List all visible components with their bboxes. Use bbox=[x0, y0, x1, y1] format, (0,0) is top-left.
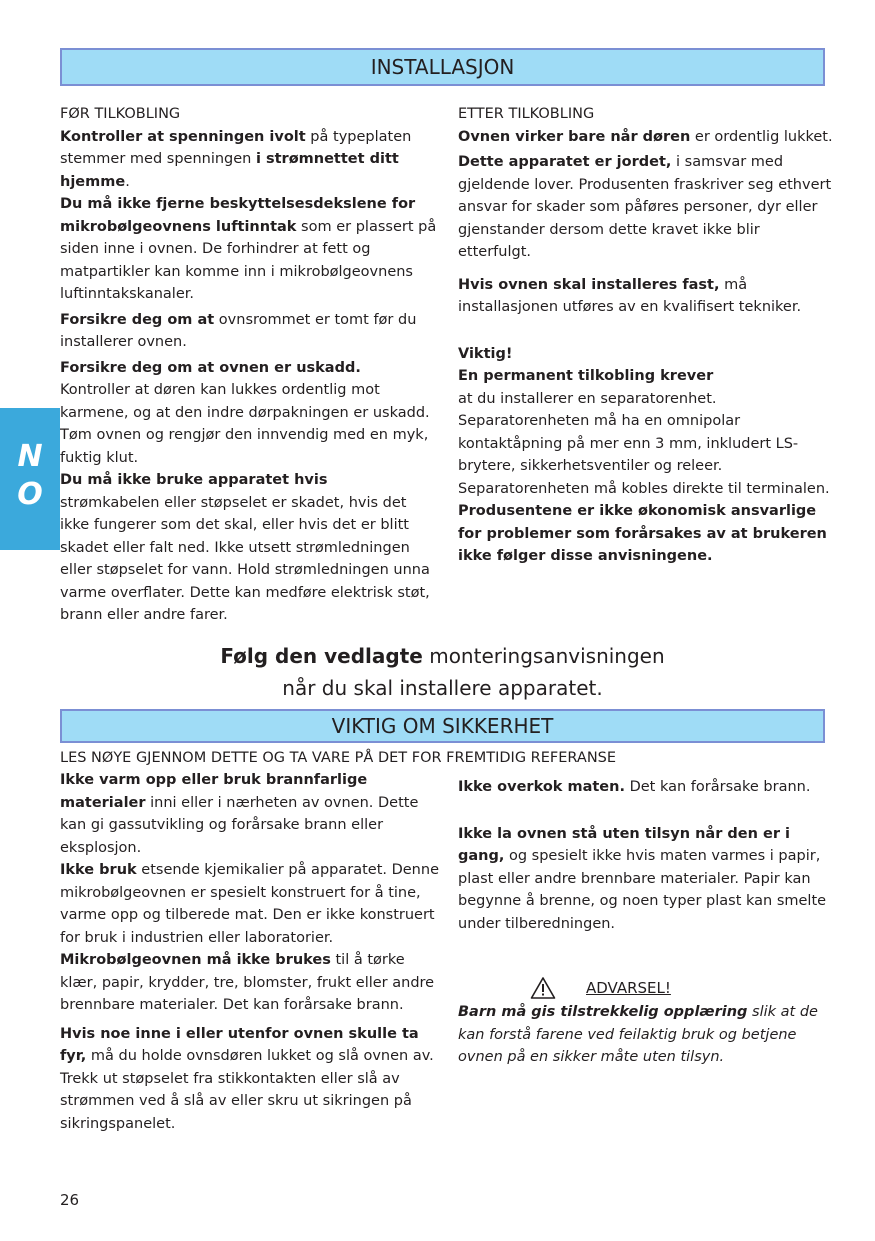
language-tab-letter-1: N bbox=[17, 439, 43, 474]
paragraph-unattended-bold: Ikke la ovnen stå uten tilsyn når den er i gang, bbox=[458, 825, 790, 864]
paragraph-voltage bbox=[60, 126, 440, 194]
language-tab-letter-2: O bbox=[17, 477, 43, 512]
paragraph-undamaged-text: Kontroller at døren kan lukkes ordentlig mot karmene, og at den indre dørpakningen er uskadd. Tøm ovnen og rengjør den innvendig med en myk, fuktig klut. bbox=[60, 382, 430, 466]
warning-block bbox=[458, 975, 833, 1069]
paragraph-empty-oven-bold: Forsikre deg om at bbox=[60, 311, 215, 328]
warning-triangle-icon bbox=[530, 976, 556, 1000]
paragraph-undamaged-bold: Forsikre deg om at ovnen er uskadd. bbox=[60, 359, 361, 376]
paragraph-liability bbox=[458, 500, 833, 568]
paragraph-overcook-text: Det kan forårsake brann. bbox=[624, 779, 811, 795]
paragraph-chemicals bbox=[60, 859, 440, 949]
paragraph-fire bbox=[60, 1023, 440, 1136]
paragraph-fixed-install-bold: Hvis ovnen skal installeres fast, bbox=[458, 276, 720, 293]
paragraph-important-text: at du installerer en separatorenhet. Separatorenheten må ha en omnipolar kontaktåpning på mer enn 3 mm, inkludert LS-brytere, sikkerhetsventiler og releer. Separatorenheten må kobles direkte til terminalen. bbox=[458, 390, 830, 497]
paragraph-do-not-use bbox=[60, 469, 440, 627]
note-bold: Følg den vedlagte bbox=[220, 644, 423, 668]
safety-left-column bbox=[60, 769, 440, 1135]
warning-title: ADVARSEL! bbox=[586, 978, 671, 997]
paragraph-door-text: er ordentlig lukket. bbox=[690, 128, 833, 145]
paragraph-liability-bold: Produsentene er ikke økonomisk ansvarlige for problemer som forårsakes av at brukeren ikke følger disse anvisningene. bbox=[458, 503, 827, 564]
paragraph-flammable-bold: Ikke varm opp eller bruk brannfarlige materialer bbox=[60, 772, 368, 811]
paragraph-chemicals-bold: Ikke bruk bbox=[60, 862, 137, 878]
paragraph-important-title: Viktig! bbox=[458, 345, 513, 362]
paragraph-not-for-drying-text: til å tørke klær, papir, krydder, tre, blomster, frukt eller andre brennbare materialer. Det kan forårsake brann. bbox=[60, 952, 435, 1013]
paragraph-voltage-end: . bbox=[125, 173, 130, 190]
paragraph-voltage-text: på typeplaten stemmer med spenningen bbox=[60, 128, 412, 167]
paragraph-flammable-text: inni eller i nærheten av ovnen. Dette kan gi gassutvikling og forårsake brann eller eksplosjon. bbox=[60, 794, 419, 856]
paragraph-grounded-text: i samsvar med gjeldende lover. Produsenten fraskriver seg ethvert ansvar for skader som påføres personer, dyr eller gjenstander dersom dette kravet ikke blir etterfulgt. bbox=[458, 154, 832, 260]
paragraph-not-for-drying bbox=[60, 949, 440, 1017]
paragraph-do-not-use-text: strømkabelen eller støpselet er skadet, hvis det ikke fungerer som det skal, eller hvis det er blitt skadet eller falt ned. Ikke utsett strømledningen eller støpselet for vann. Hold strømledningen unna varme overflater. Dette kan medføre elektrisk støt, brann eller andre farer. bbox=[60, 494, 430, 623]
paragraph-voltage-bold2: i strømnettet ditt hjemme bbox=[60, 151, 399, 190]
paragraph-not-for-drying-bold: Mikrobølgeovnen må ikke brukes bbox=[60, 952, 331, 968]
page-number: 26 bbox=[60, 1191, 80, 1209]
paragraph-do-not-use-bold: Du må ikke bruke apparatet hvis bbox=[60, 472, 328, 488]
paragraph-undamaged bbox=[60, 357, 440, 470]
warning-text bbox=[458, 1001, 833, 1069]
note-text-1: monteringsanvisningen bbox=[422, 644, 665, 668]
paragraph-covers-text: som er plassert på siden inne i ovnen. De forhindrer at fett og matpartikler kan komme inn i mikrobølgeovnens luftinntakskanaler. bbox=[60, 218, 437, 302]
note-text-2: når du skal installere apparatet. bbox=[282, 676, 603, 700]
safety-intro: LES NØYE GJENNOM DETTE OG TA VARE PÅ DET FOR FREMTIDIG REFERANSE bbox=[60, 750, 617, 766]
paragraph-important bbox=[458, 343, 833, 501]
paragraph-fixed-install-text: må installasjonen utføres av en kvalifisert tekniker. bbox=[458, 276, 802, 315]
paragraph-empty-oven-text: ovnsrommet er tomt før du installerer ovnen. bbox=[60, 311, 417, 350]
paragraph-overcook bbox=[458, 776, 833, 799]
paragraph-covers bbox=[60, 193, 440, 306]
warning-text-body: slik at de kan forstå farene ved feilaktig bruk og betjene ovnen på en sikker måte uten tilsyn. bbox=[458, 1004, 818, 1065]
paragraph-voltage-bold: Kontroller at spenningen ivolt bbox=[60, 128, 306, 145]
paragraph-overcook-bold: Ikke overkok maten. bbox=[458, 779, 625, 795]
paragraph-unattended bbox=[458, 823, 833, 936]
paragraph-empty-oven bbox=[60, 309, 440, 354]
warning-text-bold: Barn må gis tilstrekkelig opplæring bbox=[458, 1004, 748, 1020]
paragraph-important-bold: En permanent tilkobling krever bbox=[458, 368, 714, 384]
paragraph-covers-bold: Du må ikke fjerne beskyttelsesdekslene for mikrobølgeovnens luftinntak bbox=[60, 196, 416, 235]
installation-instructions-note bbox=[60, 640, 825, 704]
safety-right-column bbox=[458, 776, 833, 1069]
section-banner-sikkerhet: VIKTIG OM SIKKERHET bbox=[60, 709, 825, 743]
section-banner-installasjon: INSTALLASJON bbox=[60, 48, 825, 86]
paragraph-door bbox=[458, 126, 833, 149]
paragraph-fire-bold: Hvis noe inne i eller utenfor ovnen skulle ta fyr, bbox=[60, 1025, 419, 1064]
before-connection-heading: FØR TILKOBLING bbox=[60, 106, 181, 122]
paragraph-fixed-install bbox=[458, 274, 833, 319]
paragraph-flammable bbox=[60, 769, 440, 859]
language-tab bbox=[0, 408, 60, 550]
paragraph-chemicals-text: etsende kjemikalier på apparatet. Denne mikrobølgeovnen er spesielt konstruert for å tine, varme opp og tilberede mat. Den er ikke konstruert for bruk i industrien eller laboratorier. bbox=[60, 862, 439, 946]
paragraph-fire-text: må du holde ovnsdøren lukket og slå ovnen av. Trekk ut støpselet fra stikkontakten eller slå av strømmen ved å slå av eller skru ut sikringen på sikringspanelet. bbox=[60, 1048, 434, 1132]
warning-header bbox=[530, 975, 833, 1001]
paragraph-unattended-text: og spesielt ikke hvis maten varmes i papir, plast eller andre brennbare materialer. Papir kan begynne å brenne, og noen typer plast kan smelte under tilberedningen. bbox=[458, 848, 827, 932]
paragraph-door-bold: Ovnen virker bare når døren bbox=[458, 128, 691, 145]
after-connection-heading: ETTER TILKOBLING bbox=[458, 106, 595, 122]
after-connection-column bbox=[458, 103, 833, 568]
paragraph-grounded-bold: Dette apparatet er jordet, bbox=[458, 154, 672, 170]
paragraph-grounded bbox=[458, 151, 833, 264]
before-connection-column bbox=[60, 103, 440, 627]
